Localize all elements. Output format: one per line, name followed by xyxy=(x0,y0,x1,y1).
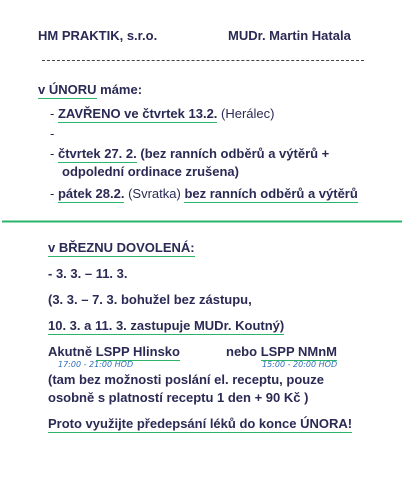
feb-item-27-bold: čtvrtek 27. 2. xyxy=(57,146,137,161)
header-separator xyxy=(42,60,364,61)
bullet: - xyxy=(50,126,55,141)
bullet: - xyxy=(50,146,55,161)
feb-item-closed xyxy=(50,106,275,122)
feb-item-27-cont: odpolední ordinace zrušena) xyxy=(62,164,239,179)
march-line-3-text: 10. 3. a 11. 3. zastupuje MUDr. Koutný) xyxy=(48,318,285,333)
lspp-nmnm: LSPP NMnM xyxy=(260,344,338,359)
feb-item-closed-bold: ZAVŘENO ve čtvrtek 13.2. xyxy=(57,106,218,121)
feb-item-closed-normal: (Herálec) xyxy=(217,106,275,121)
feb-item-27 xyxy=(50,146,329,162)
march-line-2: (3. 3. – 7. 3. bohužel bez zástupu, xyxy=(48,292,252,307)
closing-line xyxy=(48,416,352,432)
feb-item-empty xyxy=(50,126,54,142)
lspp-nmnm-hours: 15:00 - 20:00 HOD xyxy=(262,360,338,369)
lspp-hlinsko: LSPP Hlinsko xyxy=(95,344,180,359)
closing-text: Proto využijte předepsání léků do konce ÚNORA! xyxy=(48,416,353,431)
note-line-1: (tam bez možnosti poslání el. receptu, pouze xyxy=(48,372,324,387)
bullet: - xyxy=(50,106,55,121)
lspp-separator: nebo xyxy=(226,344,258,359)
feb-item-28-bold: pátek 28.2. xyxy=(57,186,125,201)
feb-item-28-bold2: bez ranních odběrů a výtěrů xyxy=(184,186,358,201)
note-line-2: osobně s platností receptu 1 den + 90 Kč ) xyxy=(48,390,309,405)
bullet: - xyxy=(50,186,55,201)
section-divider xyxy=(2,220,402,223)
company-name: HM PRAKTIK, s.r.o. xyxy=(38,28,158,43)
emergency-label: Akutně xyxy=(48,344,93,359)
february-heading-rest: máme: xyxy=(100,82,143,97)
march-heading-text: v BŘEZNU DOVOLENÁ: xyxy=(48,240,195,255)
emergency-line xyxy=(48,344,180,360)
emergency-line-2 xyxy=(226,344,337,360)
march-heading xyxy=(48,240,195,256)
doctor-name: MUDr. Martin Hatala xyxy=(228,28,351,43)
march-line-1: - 3. 3. – 11. 3. xyxy=(48,266,128,281)
feb-item-28-normal: (Svratka) xyxy=(124,186,185,201)
feb-item-27-normal: (bez ranních odběrů a výtěrů + xyxy=(136,146,330,161)
feb-item-28 xyxy=(50,186,358,202)
lspp-hlinsko-hours: 17:00 - 21:00 HOD xyxy=(58,360,134,369)
march-line-3 xyxy=(48,318,284,334)
february-heading-month: v ÚNORU xyxy=(38,82,97,97)
february-heading xyxy=(38,82,142,98)
